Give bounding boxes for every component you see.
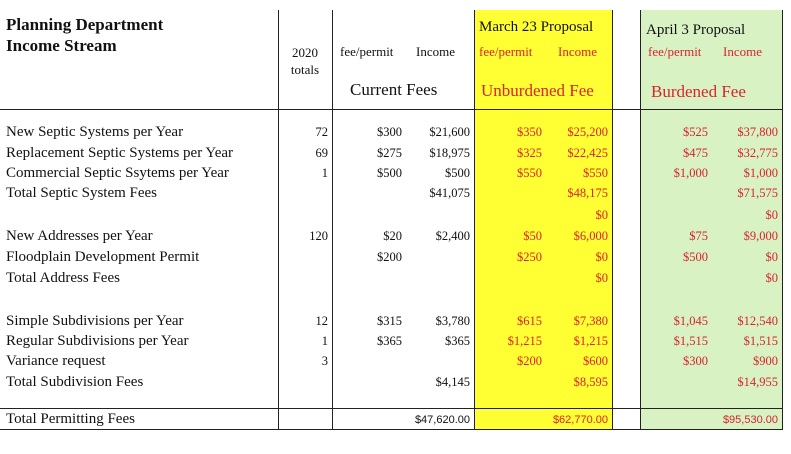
- cell-a-fee: $500: [683, 250, 708, 264]
- row-label: Simple Subdivisions per Year: [6, 313, 184, 329]
- cell-a-fee: $1,000: [673, 166, 708, 180]
- cell-m-inc: $6,000: [573, 229, 608, 243]
- title-line-2: Income Stream: [6, 36, 117, 55]
- row-label: Total Address Fees: [6, 270, 120, 286]
- cell-a-inc: $1,000: [743, 166, 778, 180]
- cell-a-inc: $37,800: [737, 125, 778, 139]
- cell-m-fee: $615: [517, 314, 542, 328]
- cell-m-fee: $50: [523, 229, 542, 243]
- row-label: Replacement Septic Systems per Year: [6, 145, 234, 161]
- header-april-fee: fee/permit: [648, 44, 702, 59]
- cell-a-fee: $75: [689, 229, 708, 243]
- col-divider-march-right: [612, 10, 613, 430]
- page-title: [6, 14, 163, 56]
- total-current-income: $47,620.00: [414, 414, 470, 426]
- header-march-label: Unburdened Fee: [481, 81, 594, 100]
- cell-total: 120: [309, 229, 328, 243]
- cell-m-fee: $200: [517, 354, 542, 368]
- header-march-title: March 23 Proposal: [479, 19, 594, 35]
- cell-cur-inc: $3,780: [435, 314, 470, 328]
- cell-cur-inc: $41,075: [429, 186, 470, 200]
- cell-a-fee: $1,045: [673, 314, 708, 328]
- title-line-1: Planning Department: [6, 15, 164, 34]
- col-divider-totals: [278, 10, 279, 430]
- row-label: Total Septic System Fees: [6, 185, 158, 201]
- header-march-income: Income: [558, 44, 597, 59]
- row-label: Floodplain Development Permit: [6, 249, 200, 265]
- cell-m-inc: $550: [583, 166, 608, 180]
- cell-a-inc: $0: [765, 208, 778, 222]
- col-divider-march-left: [474, 10, 475, 430]
- row-label: Regular Subdivisions per Year: [6, 333, 189, 349]
- cell-m-fee: $350: [517, 125, 542, 139]
- total-top-rule: [0, 408, 783, 409]
- header-current-income: Income: [416, 44, 455, 59]
- header-april-label: Burdened Fee: [651, 82, 746, 101]
- cell-cur-inc: $4,145: [435, 375, 470, 389]
- cell-total: 69: [315, 146, 328, 160]
- header-current-fees: Current Fees: [350, 80, 438, 99]
- cell-cur-fee: $300: [377, 125, 402, 139]
- cell-m-inc: $600: [583, 354, 608, 368]
- row-label: New Septic Systems per Year: [6, 124, 184, 140]
- cell-m-fee: $325: [517, 146, 542, 160]
- cell-m-inc: $48,175: [567, 186, 608, 200]
- cell-a-fee: $525: [683, 125, 708, 139]
- header-april-title: April 3 Proposal: [646, 22, 746, 38]
- cell-m-fee: $250: [517, 250, 542, 264]
- cell-a-inc: $12,540: [737, 314, 778, 328]
- header-totals-word: totals: [290, 62, 320, 77]
- total-permitting-fees-label: Total Permitting Fees: [6, 411, 135, 427]
- cell-m-inc: $0: [595, 271, 608, 285]
- col-divider-fee: [332, 10, 333, 430]
- cell-cur-inc: $21,600: [429, 125, 470, 139]
- cell-a-fee: $300: [683, 354, 708, 368]
- total-march-income: $62,770.00: [552, 414, 608, 426]
- header-totals-year: 2020: [292, 45, 318, 60]
- cell-m-inc: $22,425: [567, 146, 608, 160]
- cell-total: 3: [321, 354, 328, 368]
- row-label: Variance request: [6, 353, 106, 369]
- cell-cur-fee: $20: [383, 229, 402, 243]
- cell-a-inc: $1,515: [743, 334, 778, 348]
- cell-a-inc: $0: [765, 271, 778, 285]
- cell-cur-fee: $315: [377, 314, 402, 328]
- cell-cur-inc: $2,400: [435, 229, 470, 243]
- cell-a-inc: $0: [765, 250, 778, 264]
- cell-a-inc: $900: [753, 354, 778, 368]
- cell-m-inc: $25,200: [567, 125, 608, 139]
- cell-total: 1: [321, 334, 328, 348]
- cell-cur-inc: $500: [445, 166, 470, 180]
- cell-total: 12: [315, 314, 328, 328]
- row-label: New Addresses per Year: [6, 228, 153, 244]
- cell-total: 72: [315, 125, 328, 139]
- total-bottom-rule: [0, 429, 783, 430]
- header-totals: [282, 44, 328, 78]
- cell-a-inc: $32,775: [737, 146, 778, 160]
- cell-a-fee: $475: [683, 146, 708, 160]
- cell-cur-fee: $200: [377, 250, 402, 264]
- cell-m-fee: $550: [517, 166, 542, 180]
- cell-cur-inc: $365: [445, 334, 470, 348]
- cell-a-inc: $14,955: [737, 375, 778, 389]
- cell-cur-fee: $275: [377, 146, 402, 160]
- cell-m-inc: $0: [595, 208, 608, 222]
- cell-cur-inc: $18,975: [429, 146, 470, 160]
- total-april-income: $95,530.00: [722, 414, 778, 426]
- cell-a-inc: $71,575: [737, 186, 778, 200]
- cell-cur-fee: $365: [377, 334, 402, 348]
- col-divider-april-left: [640, 10, 641, 430]
- header-april-income: Income: [723, 44, 762, 59]
- cell-a-inc: $9,000: [743, 229, 778, 243]
- header-bottom-rule: [0, 109, 783, 110]
- cell-m-inc: $8,595: [573, 375, 608, 389]
- cell-total: 1: [321, 166, 328, 180]
- cell-m-inc: $1,215: [573, 334, 608, 348]
- row-label: Total Subdivision Fees: [6, 374, 144, 390]
- header-current-fee: fee/permit: [340, 44, 394, 59]
- cell-m-inc: $7,380: [573, 314, 608, 328]
- cell-m-fee: $1,215: [507, 334, 542, 348]
- cell-cur-fee: $500: [377, 166, 402, 180]
- header-march-fee: fee/permit: [479, 44, 533, 59]
- row-label: Commercial Septic Ssytems per Year: [6, 165, 229, 181]
- cell-m-inc: $0: [595, 250, 608, 264]
- cell-a-fee: $1,515: [673, 334, 708, 348]
- col-divider-april-right: [782, 10, 783, 430]
